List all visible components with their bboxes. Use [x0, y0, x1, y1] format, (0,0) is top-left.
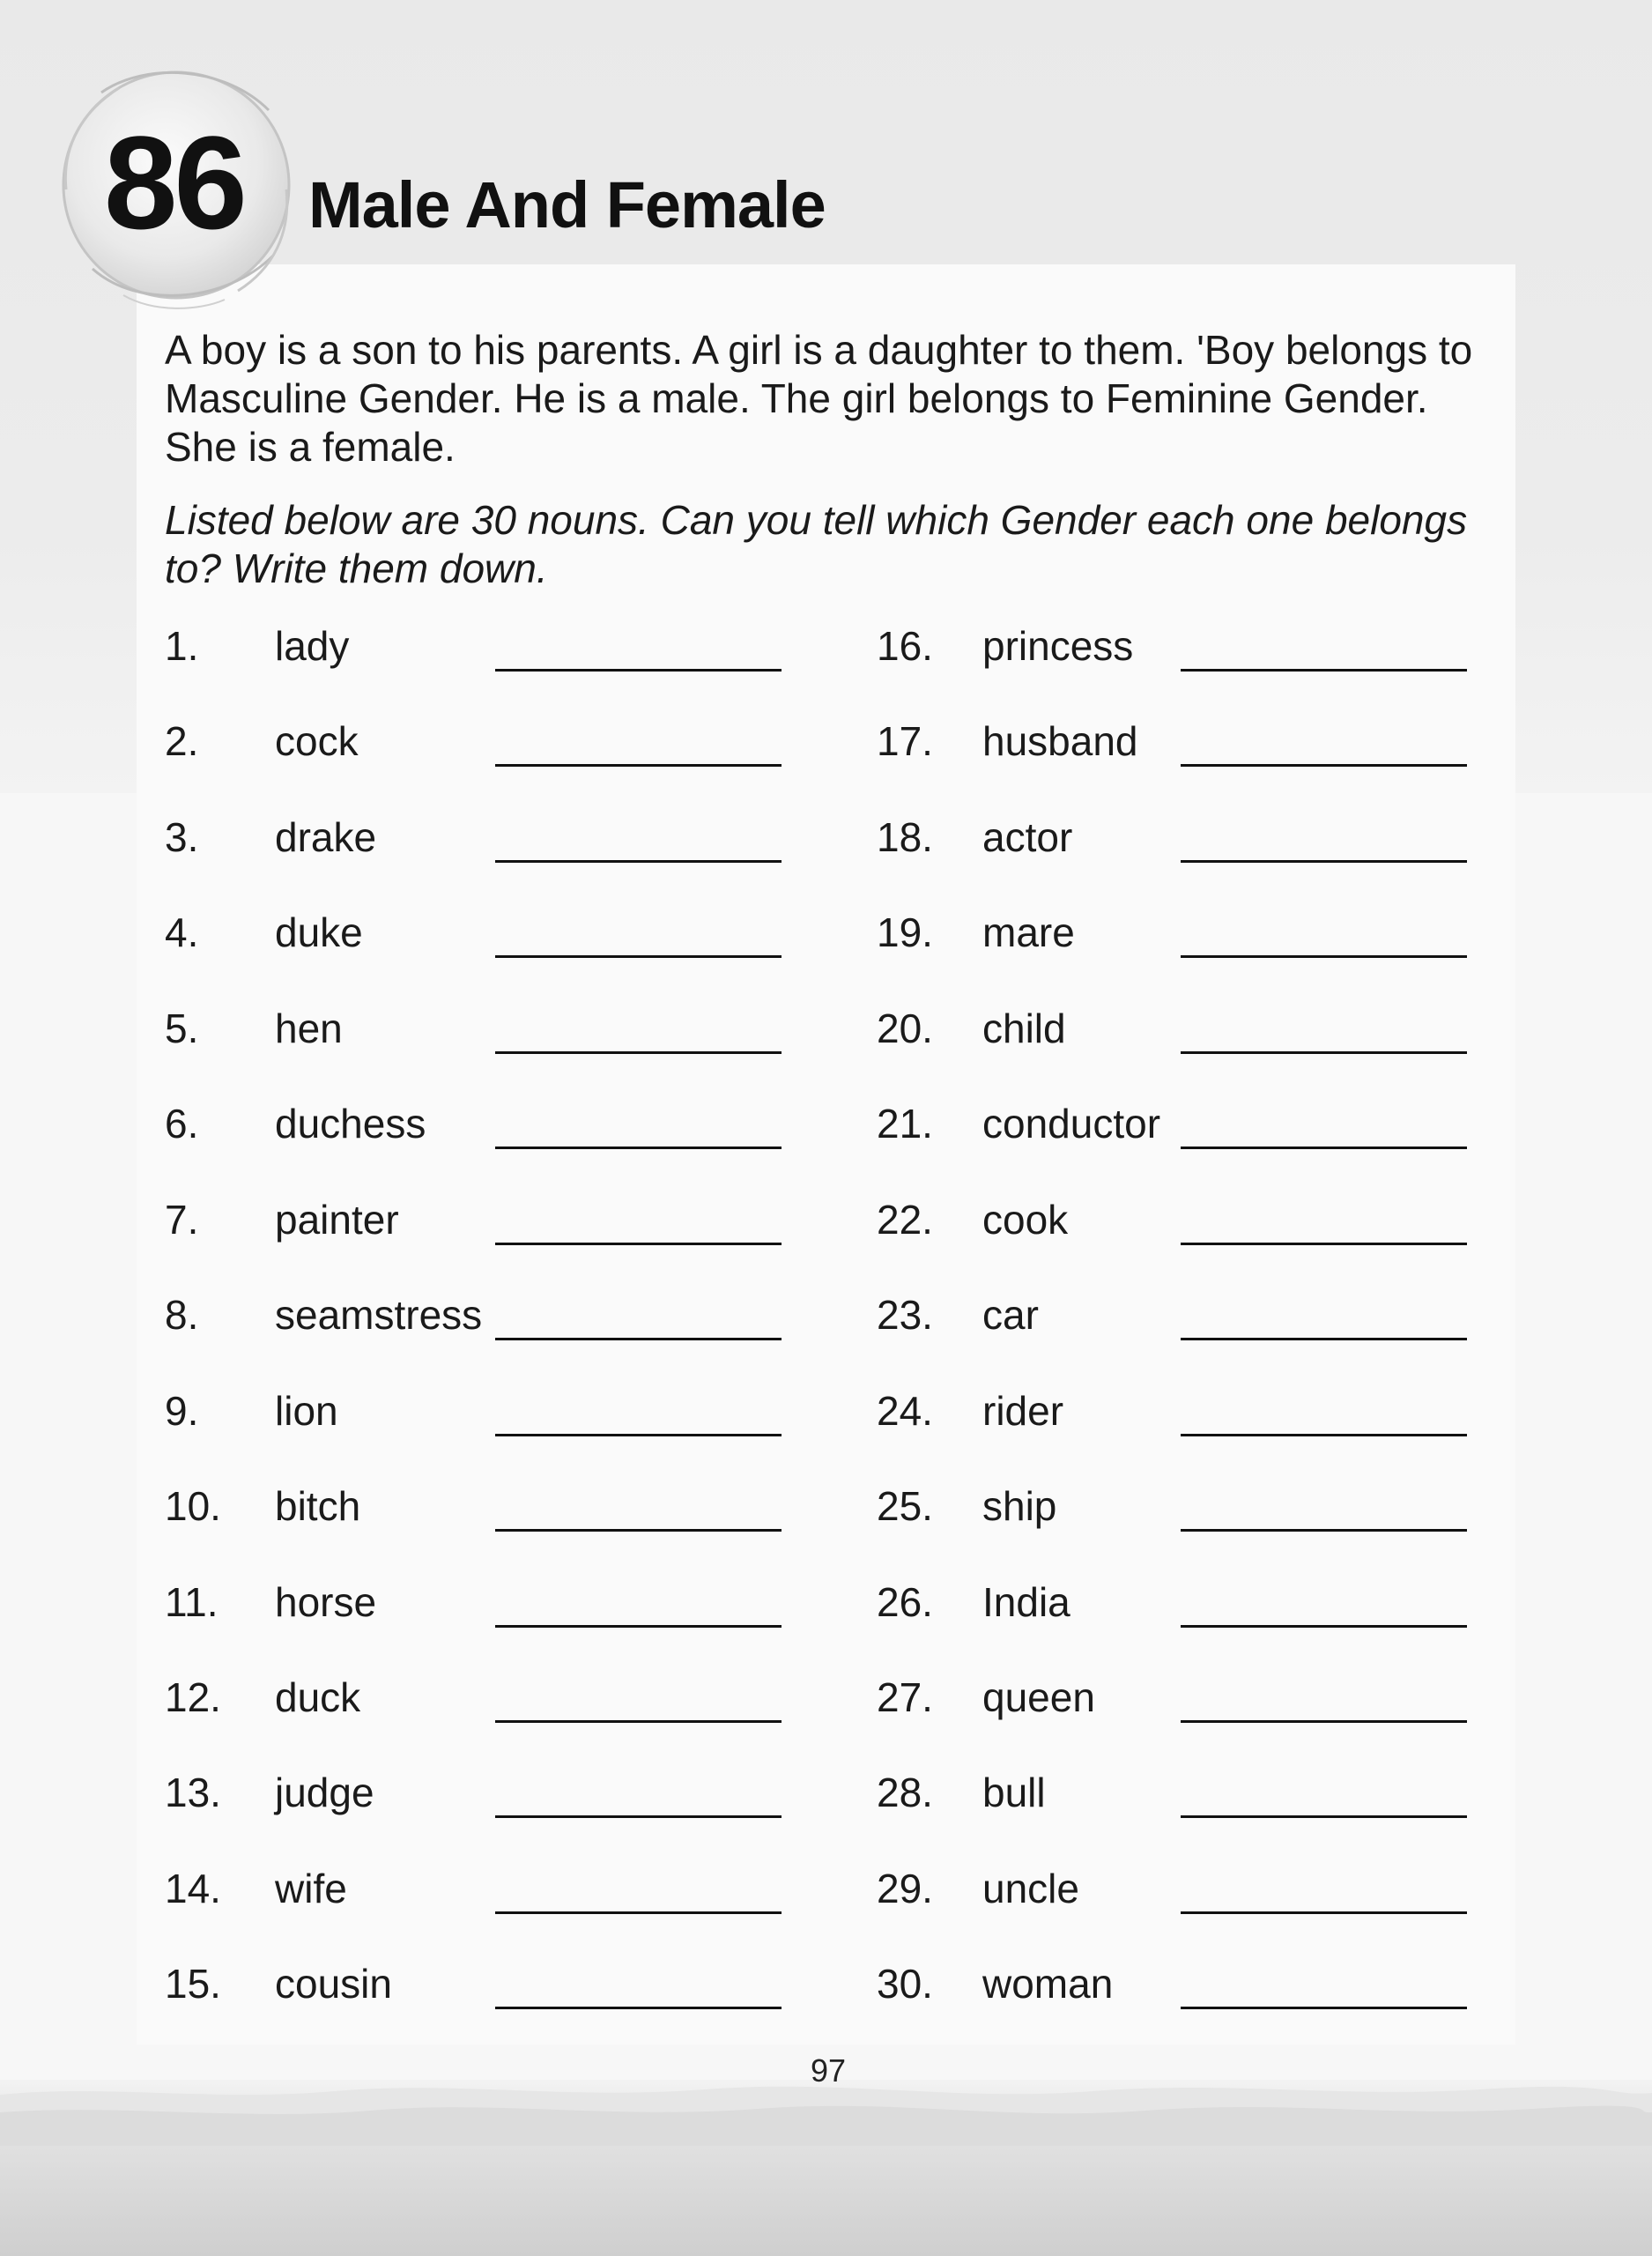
noun-row	[877, 1862, 1493, 1915]
noun-number: 20.	[877, 1006, 933, 1051]
noun-word: conductor	[982, 1101, 1161, 1147]
answer-blank[interactable]	[495, 955, 782, 958]
noun-number: 8.	[165, 1292, 199, 1338]
noun-number: 11.	[165, 1579, 219, 1625]
noun-number: 18.	[877, 814, 933, 860]
noun-row	[165, 1097, 799, 1150]
intro-paragraph: A boy is a son to his parents. A girl is a daughter to them. 'Boy belongs to Masculine Gender. He is a male. The girl belongs to Feminine Gender. She is a female.	[165, 327, 1473, 470]
answer-blank[interactable]	[495, 1051, 782, 1054]
noun-number: 27.	[877, 1674, 933, 1720]
noun-word: judge	[275, 1770, 374, 1815]
noun-number: 9.	[165, 1388, 199, 1434]
noun-row	[165, 1957, 799, 2010]
noun-word: actor	[982, 814, 1073, 860]
noun-number: 23.	[877, 1292, 933, 1338]
noun-word: princess	[982, 623, 1134, 669]
noun-number: 24.	[877, 1388, 933, 1434]
answer-blank[interactable]	[495, 1243, 782, 1245]
answer-blank[interactable]	[495, 860, 782, 863]
noun-row	[165, 1002, 799, 1055]
noun-word: lady	[275, 623, 350, 669]
noun-row	[877, 1288, 1493, 1341]
noun-row	[165, 1193, 799, 1246]
noun-number: 21.	[877, 1101, 933, 1147]
answer-blank[interactable]	[1181, 860, 1467, 863]
noun-word: queen	[982, 1674, 1095, 1720]
noun-number: 29.	[877, 1866, 933, 1911]
noun-number: 14.	[165, 1866, 221, 1911]
noun-word: drake	[275, 814, 377, 860]
noun-word: cock	[275, 718, 359, 764]
noun-row	[877, 1002, 1493, 1055]
noun-word: seamstress	[275, 1292, 483, 1338]
noun-word: husband	[982, 718, 1138, 764]
noun-number: 7.	[165, 1197, 199, 1243]
noun-row	[165, 906, 799, 959]
answer-blank[interactable]	[1181, 2007, 1467, 2009]
answer-blank[interactable]	[1181, 955, 1467, 958]
noun-word: cousin	[275, 1961, 392, 2007]
noun-number: 19.	[877, 909, 933, 955]
noun-number: 6.	[165, 1101, 199, 1147]
answer-blank[interactable]	[495, 1147, 782, 1149]
noun-word: hen	[275, 1006, 343, 1051]
noun-word: bull	[982, 1770, 1046, 1815]
noun-word: duchess	[275, 1101, 426, 1147]
noun-number: 13.	[165, 1770, 221, 1815]
noun-word: horse	[275, 1579, 377, 1625]
noun-word: ship	[982, 1483, 1057, 1529]
noun-word: rider	[982, 1388, 1064, 1434]
noun-row	[165, 620, 799, 672]
answer-blank[interactable]	[1181, 1720, 1467, 1723]
noun-number: 28.	[877, 1770, 933, 1815]
answer-blank[interactable]	[1181, 1625, 1467, 1628]
noun-row	[877, 1480, 1493, 1532]
answer-blank[interactable]	[495, 1625, 782, 1628]
answer-blank[interactable]	[495, 1338, 782, 1340]
noun-row	[877, 1957, 1493, 2010]
noun-word: duck	[275, 1674, 361, 1720]
noun-number: 22.	[877, 1197, 933, 1243]
noun-number: 4.	[165, 909, 199, 955]
lesson-number: 86	[104, 108, 244, 256]
noun-row	[165, 1288, 799, 1341]
answer-blank[interactable]	[495, 1529, 782, 1532]
answer-blank[interactable]	[495, 669, 782, 672]
noun-word: cook	[982, 1197, 1069, 1243]
noun-word: bitch	[275, 1483, 361, 1529]
noun-row	[877, 1384, 1493, 1437]
noun-row	[877, 1193, 1493, 1246]
noun-word: wife	[275, 1866, 347, 1911]
noun-number: 1.	[165, 623, 199, 669]
noun-number: 5.	[165, 1006, 199, 1051]
noun-row	[165, 715, 799, 768]
noun-number: 25.	[877, 1483, 933, 1529]
answer-blank[interactable]	[1181, 764, 1467, 767]
answer-blank[interactable]	[495, 1815, 782, 1818]
noun-row	[165, 1384, 799, 1437]
answer-blank[interactable]	[1181, 1243, 1467, 1245]
answer-blank[interactable]	[495, 2007, 782, 2009]
page-number: 97	[810, 2052, 847, 2089]
noun-number: 26.	[877, 1579, 933, 1625]
noun-word: uncle	[982, 1866, 1079, 1911]
answer-blank[interactable]	[1181, 1529, 1467, 1532]
answer-blank[interactable]	[495, 1720, 782, 1723]
noun-row	[165, 1480, 799, 1532]
noun-word: woman	[982, 1961, 1114, 2007]
answer-blank[interactable]	[1181, 1051, 1467, 1054]
noun-word: child	[982, 1006, 1066, 1051]
noun-row	[165, 1766, 799, 1819]
noun-word: painter	[275, 1197, 399, 1243]
noun-row	[877, 715, 1493, 768]
noun-number: 10.	[165, 1483, 221, 1529]
noun-row	[877, 811, 1493, 864]
noun-word: India	[982, 1579, 1070, 1625]
noun-number: 16.	[877, 623, 933, 669]
noun-word: mare	[982, 909, 1075, 955]
noun-word: duke	[275, 909, 363, 955]
answer-blank[interactable]	[495, 1434, 782, 1436]
answer-blank[interactable]	[495, 764, 782, 767]
noun-row	[165, 811, 799, 864]
answer-blank[interactable]	[1181, 1434, 1467, 1436]
noun-number: 12.	[165, 1674, 221, 1720]
noun-word: lion	[275, 1388, 338, 1434]
instruction-paragraph: Listed below are 30 nouns. Can you tell which Gender each one belongs to? Write them down.	[165, 497, 1468, 591]
noun-number: 30.	[877, 1961, 933, 2007]
answer-blank[interactable]	[495, 1911, 782, 1914]
noun-number: 3.	[165, 814, 199, 860]
page-title: Male And Female	[308, 168, 826, 241]
noun-number: 2.	[165, 718, 199, 764]
noun-row	[165, 1671, 799, 1724]
noun-row	[165, 1576, 799, 1629]
noun-row	[165, 1862, 799, 1915]
noun-number: 17.	[877, 718, 933, 764]
noun-row	[877, 1097, 1493, 1150]
answer-blank[interactable]	[1181, 1815, 1467, 1818]
answer-blank[interactable]	[1181, 1147, 1467, 1149]
noun-row	[877, 620, 1493, 672]
noun-word: car	[982, 1292, 1039, 1338]
noun-row	[877, 1576, 1493, 1629]
answer-blank[interactable]	[1181, 1911, 1467, 1914]
answer-blank[interactable]	[1181, 1338, 1467, 1340]
noun-row	[877, 1766, 1493, 1819]
answer-blank[interactable]	[1181, 669, 1467, 672]
noun-row	[877, 1671, 1493, 1724]
noun-row	[877, 906, 1493, 959]
noun-number: 15.	[165, 1961, 221, 2007]
